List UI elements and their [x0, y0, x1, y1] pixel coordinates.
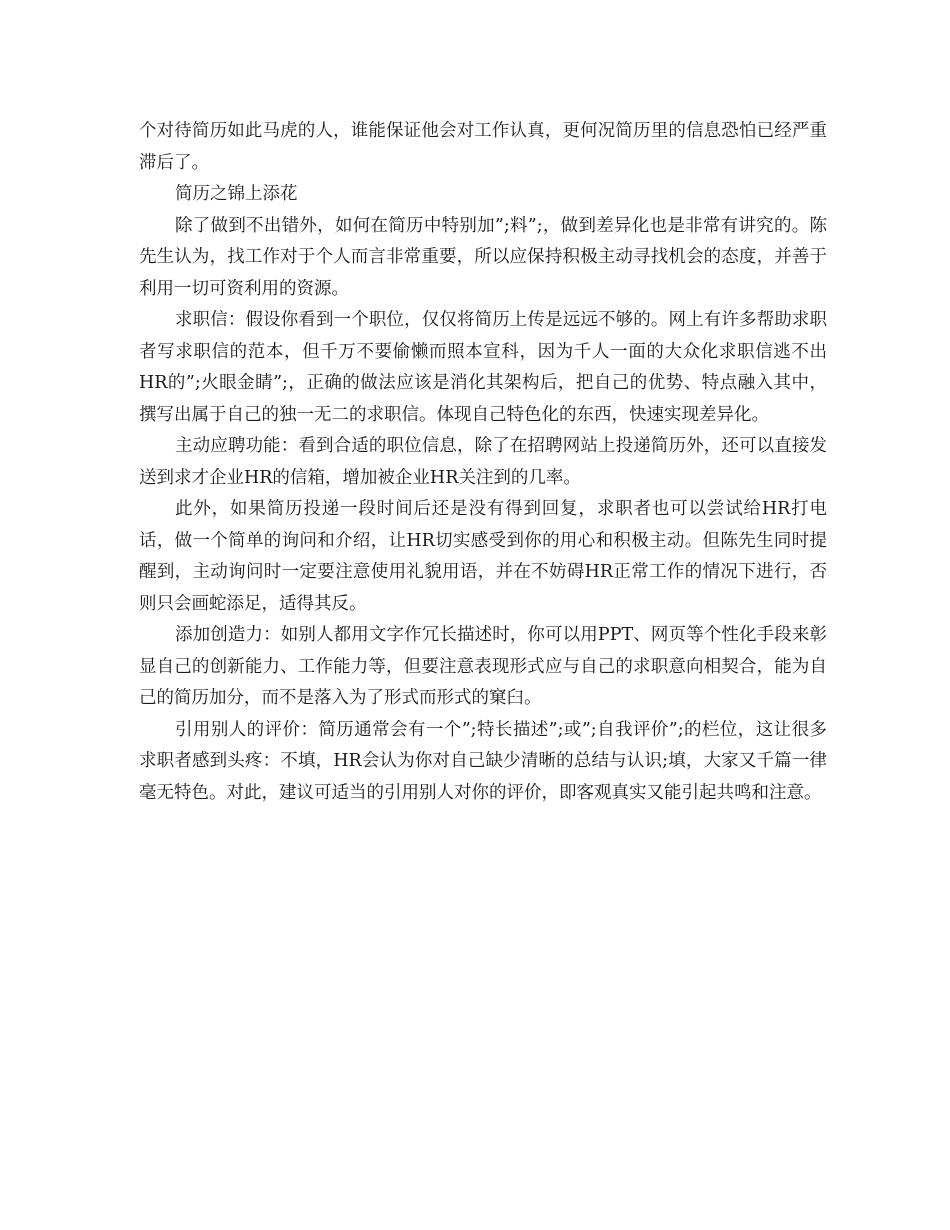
document-body: [139, 116, 827, 809]
paragraph: 除了做到不出错外，如何在简历中特别加”;料”;，做到差异化也是非常有讲究的。陈先生认为，找工作对于个人而言非常重要，所以应保持积极主动寻找机会的态度，并善于利用一切可资利用的资源。: [139, 215, 827, 299]
section-heading: 简历之锦上添花: [175, 184, 298, 204]
paragraph: 此外，如果简历投递一段时间后还是没有得到回复，求职者也可以尝试给HR打电话，做一个简单的询问和介绍，让HR切实感受到你的用心和积极主动。但陈先生同时提醒到，主动询问时一定要注意使用礼貌用语，并在不妨碍HR正常工作的情况下进行，否则只会画蛇添足，适得其反。: [139, 499, 827, 614]
paragraph: 引用别人的评价：简历通常会有一个”;特长描述”;或”;自我评价”;的栏位，这让很多求职者感到头疼：不填，HR会认为你对自己缺少清晰的总结与认识;填，大家又千篇一律毫无特色。对此，建议可适当的引用别人对你的评价，即客观真实又能引起共鸣和注意。: [139, 719, 827, 803]
paragraph: 主动应聘功能：看到合适的职位信息，除了在招聘网站上投递简历外，还可以直接发送到求才企业HR的信箱，增加被企业HR关注到的几率。: [139, 436, 827, 488]
paragraph: 求职信：假设你看到一个职位，仅仅将简历上传是远远不够的。网上有许多帮助求职者写求职信的范本，但千万不要偷懒而照本宣科，因为千人一面的大众化求职信逃不出HR的”;火眼金睛”;，正确的做法应该是消化其架构后，把自己的优势、特点融入其中，撰写出属于自己的独一无二的求职信。体现自己特色化的东西，快速实现差异化。: [139, 310, 827, 425]
paragraph-continuation: 个对待简历如此马虎的人，谁能保证他会对工作认真，更何况简历里的信息恐怕已经严重滞后了。: [139, 121, 827, 173]
paragraph: 添加创造力：如别人都用文字作冗长描述时，你可以用PPT、网页等个性化手段来彰显自己的创新能力、工作能力等，但要注意表现形式应与自己的求职意向相契合，能为自己的简历加分，而不是落入为了形式而形式的窠臼。: [139, 625, 827, 708]
